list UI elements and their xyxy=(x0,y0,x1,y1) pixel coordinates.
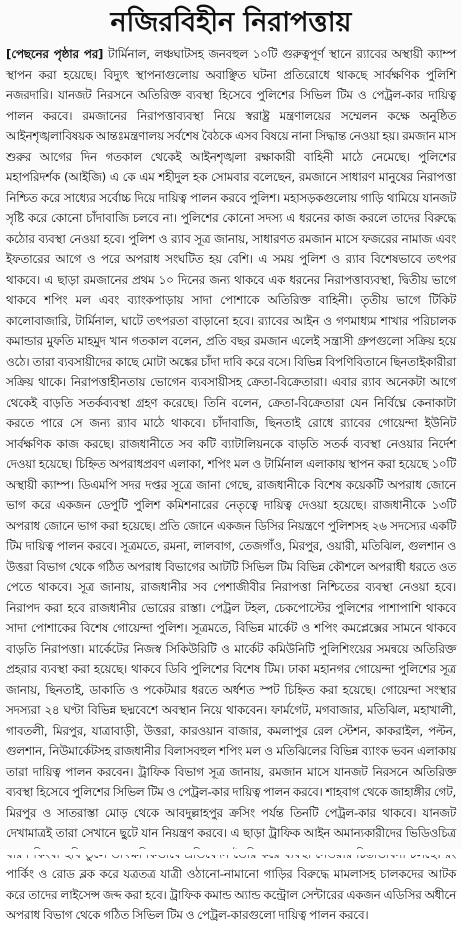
clipping-bottom-edge xyxy=(0,849,462,855)
jump-label: [পেছনের পৃষ্ঠার পর] xyxy=(6,47,104,61)
article-headline: নজিরবিহীন নিরাপত্তায় xyxy=(110,7,352,38)
article-body-text: টার্মিনাল, লঞ্চঘাটসহ জনবহুল ১০টি গুরুত্বপূর্ণ স্থানে র‌্যাবের অস্থায়ী ক্যাম্প স্থাপন করা হয়েছে। বিদ্যুৎ স্থাপনাগুলোয় অবাঞ্ছিত ঘটনা প্রতিরোধে থাকছে সার্বক্ষণিক পুলিশি নজরদারি। যানজট নিরসনে অতিরিক্ত ব্যবস্থা হিসেবে পুলিশের সিভিল টিম ও পেট্রল-কার দায়িত্ব পালন করবে। রমজানের নিরাপত্তাব্যবস্থা নিয়ে স্বরাষ্ট্র মন্ত্রণালয়ের সম্মেলন কক্ষে অনুষ্ঠিত আইনশৃঙ্খলাবিষয়ক আন্তঃমন্ত্রণালয় সর্বশেষ বৈঠকে এসব বিষয়ে নানা সিদ্ধান্ত নেওয়া হয়। রমজান মাস শুরুর আগের দিন গতকাল থেকেই আইনশৃঙ্খলা রক্ষাকারী বাহিনী মাঠে নেমেছে। পুলিশের মহাপরিদর্শক (আইজি) এ কে এম শহীদুল হক সোমবার বলেছেন, রমজানে সাধারণ মানুষের নিরাপত্তা নিশ্চিত করে সাধ্যের সর্বোচ্চ দিয়ে দায়িত্ব পালন করবে পুলিশ। মহাসড়কগুলোয় গাড়ি থামিয়ে যানজট সৃষ্টি করে কোনো চাঁদাবাজি চলবে না। পুলিশের কোনো সদস্য এ ধরনের কাজ করলে তাদের বিরুদ্ধে কঠোর ব্যবস্থা নেওয়া হবে। পুলিশ ও র‌্যাব সূত্র জানায়, সাধারণত রমজান মাসে ফজরের নামাজ এবং ইফতারের আগে ও পরে অপরাধ সংঘটিত হয় বেশি। এ সময় পুলিশ ও র‌্যাব বিশেষভাবে তৎপর থাকবে। এ ছাড়া রমজানের প্রথম ১০ দিনের জন্য থাকবে এক ধরনের নিরাপত্তাব্যবস্থা, দ্বিতীয় ভাগে থাকবে শপিং মল এবং ব্যাংকপাড়ায় সাদা পোশাকে অতিরিক্ত বাহিনী। তৃতীয় ভাগে টিকিট কালোবাজারি, টার্মিনাল, ঘাটে তৎপরতা বাড়ানো হবে। র‌্যাবের আইন ও গণমাধ্যম শাখার পরিচালক কমান্ডার মুফতি মাহমুদ খান গতকাল বলেন, প্রতি বছর রমজান এলেই সন্ত্রাসী গ্রুপগুলো সক্রিয় হয়ে ওঠে। তারা ব্যবসায়ীদের কাছে মোটা অঙ্কের চাঁদা দাবি করে বসে। বিভিন্ন বিপণিবিতানে ছিনতাইকারীরা সক্রিয় থাকে। নিরাপত্তাহীনতায় ভোগেন ব্যবসায়ীসহ ক্রেতা-বিক্রেতারা। এবার র‌্যাব অনেকটা আগে থেকেই বাড়তি সতর্কব্যবস্থা গ্রহণ করেছে। তিনি বলেন, ক্রেতা-বিক্রেতারা যেন নির্বিঘ্নে কেনাকাটা করতে পারে সে জন্য র‌্যাব মাঠে থাকবে। চাঁদাবাজি, ছিনতাই রোধে র‌্যাবের গোয়েন্দা ইউনিট সার্বক্ষণিক কাজ করছে। রাজধানীতে সব কটি ব্যাটালিয়নকে বাড়তি সতর্ক ব্যবস্থা নেওয়ার নির্দেশ দেওয়া হয়েছে। চিহ্নিত অপরাধপ্রবণ এলাকা, শপিং মল ও টার্মিনাল এলাকায় স্থাপন করা হয়েছে ১০টি অস্থায়ী ক্যাম্প। ডিএমপি সদর দপ্তর সূত্রে জানা গেছে, রাজধানীকে বিশেষ কয়েকটি অপরাধ জোনে ভাগ করে একজন ডেপুটি পুলিশ কমিশনারের নেতৃত্বে দায়িত্ব দেওয়া হয়েছে। রাজধানীকে ১৩টি অপরাধ জোনে ভাগ করা হয়েছে। প্রতি জোনে একজন ডিসির নিয়ন্ত্রণে পুলিশসহ ২৬ সদস্যের একটি টিম দায়িত্ব পালন করবে। সূত্রমতে, রমনা, লালবাগ, তেজগাঁও, মিরপুর, ওয়ারী, মতিঝিল, গুলশান ও উত্তরা বিভাগ থেকে গঠিত অপরাধ বিভাগের আটটি সিভিল টিম বিভিন্ন কৌশলে অপরাধী ধরতে ওত পেতে থাকবে। সূত্র জানায়, রাজধানীর সব পেশাজীবীর নিরাপত্তা নিশ্চিতের ব্যবস্থা নেওয়া হবে। নিরাপদ করা হবে রাজধানীর ভোরের রাস্তা। পেট্রল টহল, চেকপোস্টের পুলিশের পাশাপাশি থাকবে সাদা পোশাকের বিশেষ গোয়েন্দা পুলিশ। সূত্রমতে, বিভিন্ন মার্কেট ও শপিং কমপ্লেক্সের সামনে থাকবে বাড়তি নিরাপত্তা। মার্কেটের নিজস্ব সিকিউরিটি ও মার্কেট কমিউনিটি পুলিশিংয়ের সমন্বয়ে অতিরিক্ত প্রহরার ব্যবস্থা করা হয়েছে। থাকবে ডিবি পুলিশের বিশেষ টিম। ঢাকা মহানগর গোয়েন্দা পুলিশের সূত্র জানায়, ছিনতাই, ডাকাতি ও পকেটমার ধরতে অর্ধশত স্পট চিহ্নিত করা হয়েছে। গোয়েন্দা সংস্থার সদস্যরা ২৪ ঘণ্টা বিভিন্ন ছদ্মবেশে অবস্থান নিয়ে থাকবেন। ফার্মগেট, মগবাজার, মতিঝিল, মহাখালী, গাবতলী, মিরপুর, যাত্রাবাড়ী, উত্তরা, কারওয়ান বাজার, কমলাপুর রেল স্টেশন, কাকরাইল, পল্টন, গুলশান, নিউমার্কেটসহ রাজধানীর বিলাসবহুল শপিং মল ও মতিঝিলের বিভিন্ন ব্যাংক ভবন এলাকায় তারা দায়িত্ব পালন করবেন। ট্রাফিক বিভাগ সূত্র জানায়, রমজান মাসে যানজট নিরসনে অতিরিক্ত ব্যবস্থা হিসেবে পুলিশের সিভিল টিম ও পেট্রল-কার দায়িত্ব পালন করবে। শাহবাগ থেকে জাহাঙ্গীর গেট, মিরপুর ও সাতরাস্তা মোড় থেকে আবদুল্লাহপুর ক্রসিং পর্যন্ত তিনটি পেট্রল-কার থাকবে। যানজট দেখামাত্রই তারা সেখানে ছুটে যান নিয়ন্ত্রণ করবে। এ ছাড়া ট্রাফিক আইন অমান্যকারীদের ভিডিওচিত্র পার্কিং ও রোড ব্লক করে যত্রতত্র যাত্রী ওঠানো-নামানো গাড়ির বিরুদ্ধে মামলাসহ চালকদের আটক করে তাদের লাইসেন্স জব্দ করা হবে। ট্রাফিক কমান্ড অ্যান্ড কন্ট্রোল সেন্টারের একজন এডিসির অধীনে অপরাধ বিভাগ থেকে গঠিত সিভিল টিম ও পেট্রল-কারগুলো দায়িত্ব পালন করবে। xyxy=(6,47,457,922)
article-body xyxy=(6,44,457,922)
